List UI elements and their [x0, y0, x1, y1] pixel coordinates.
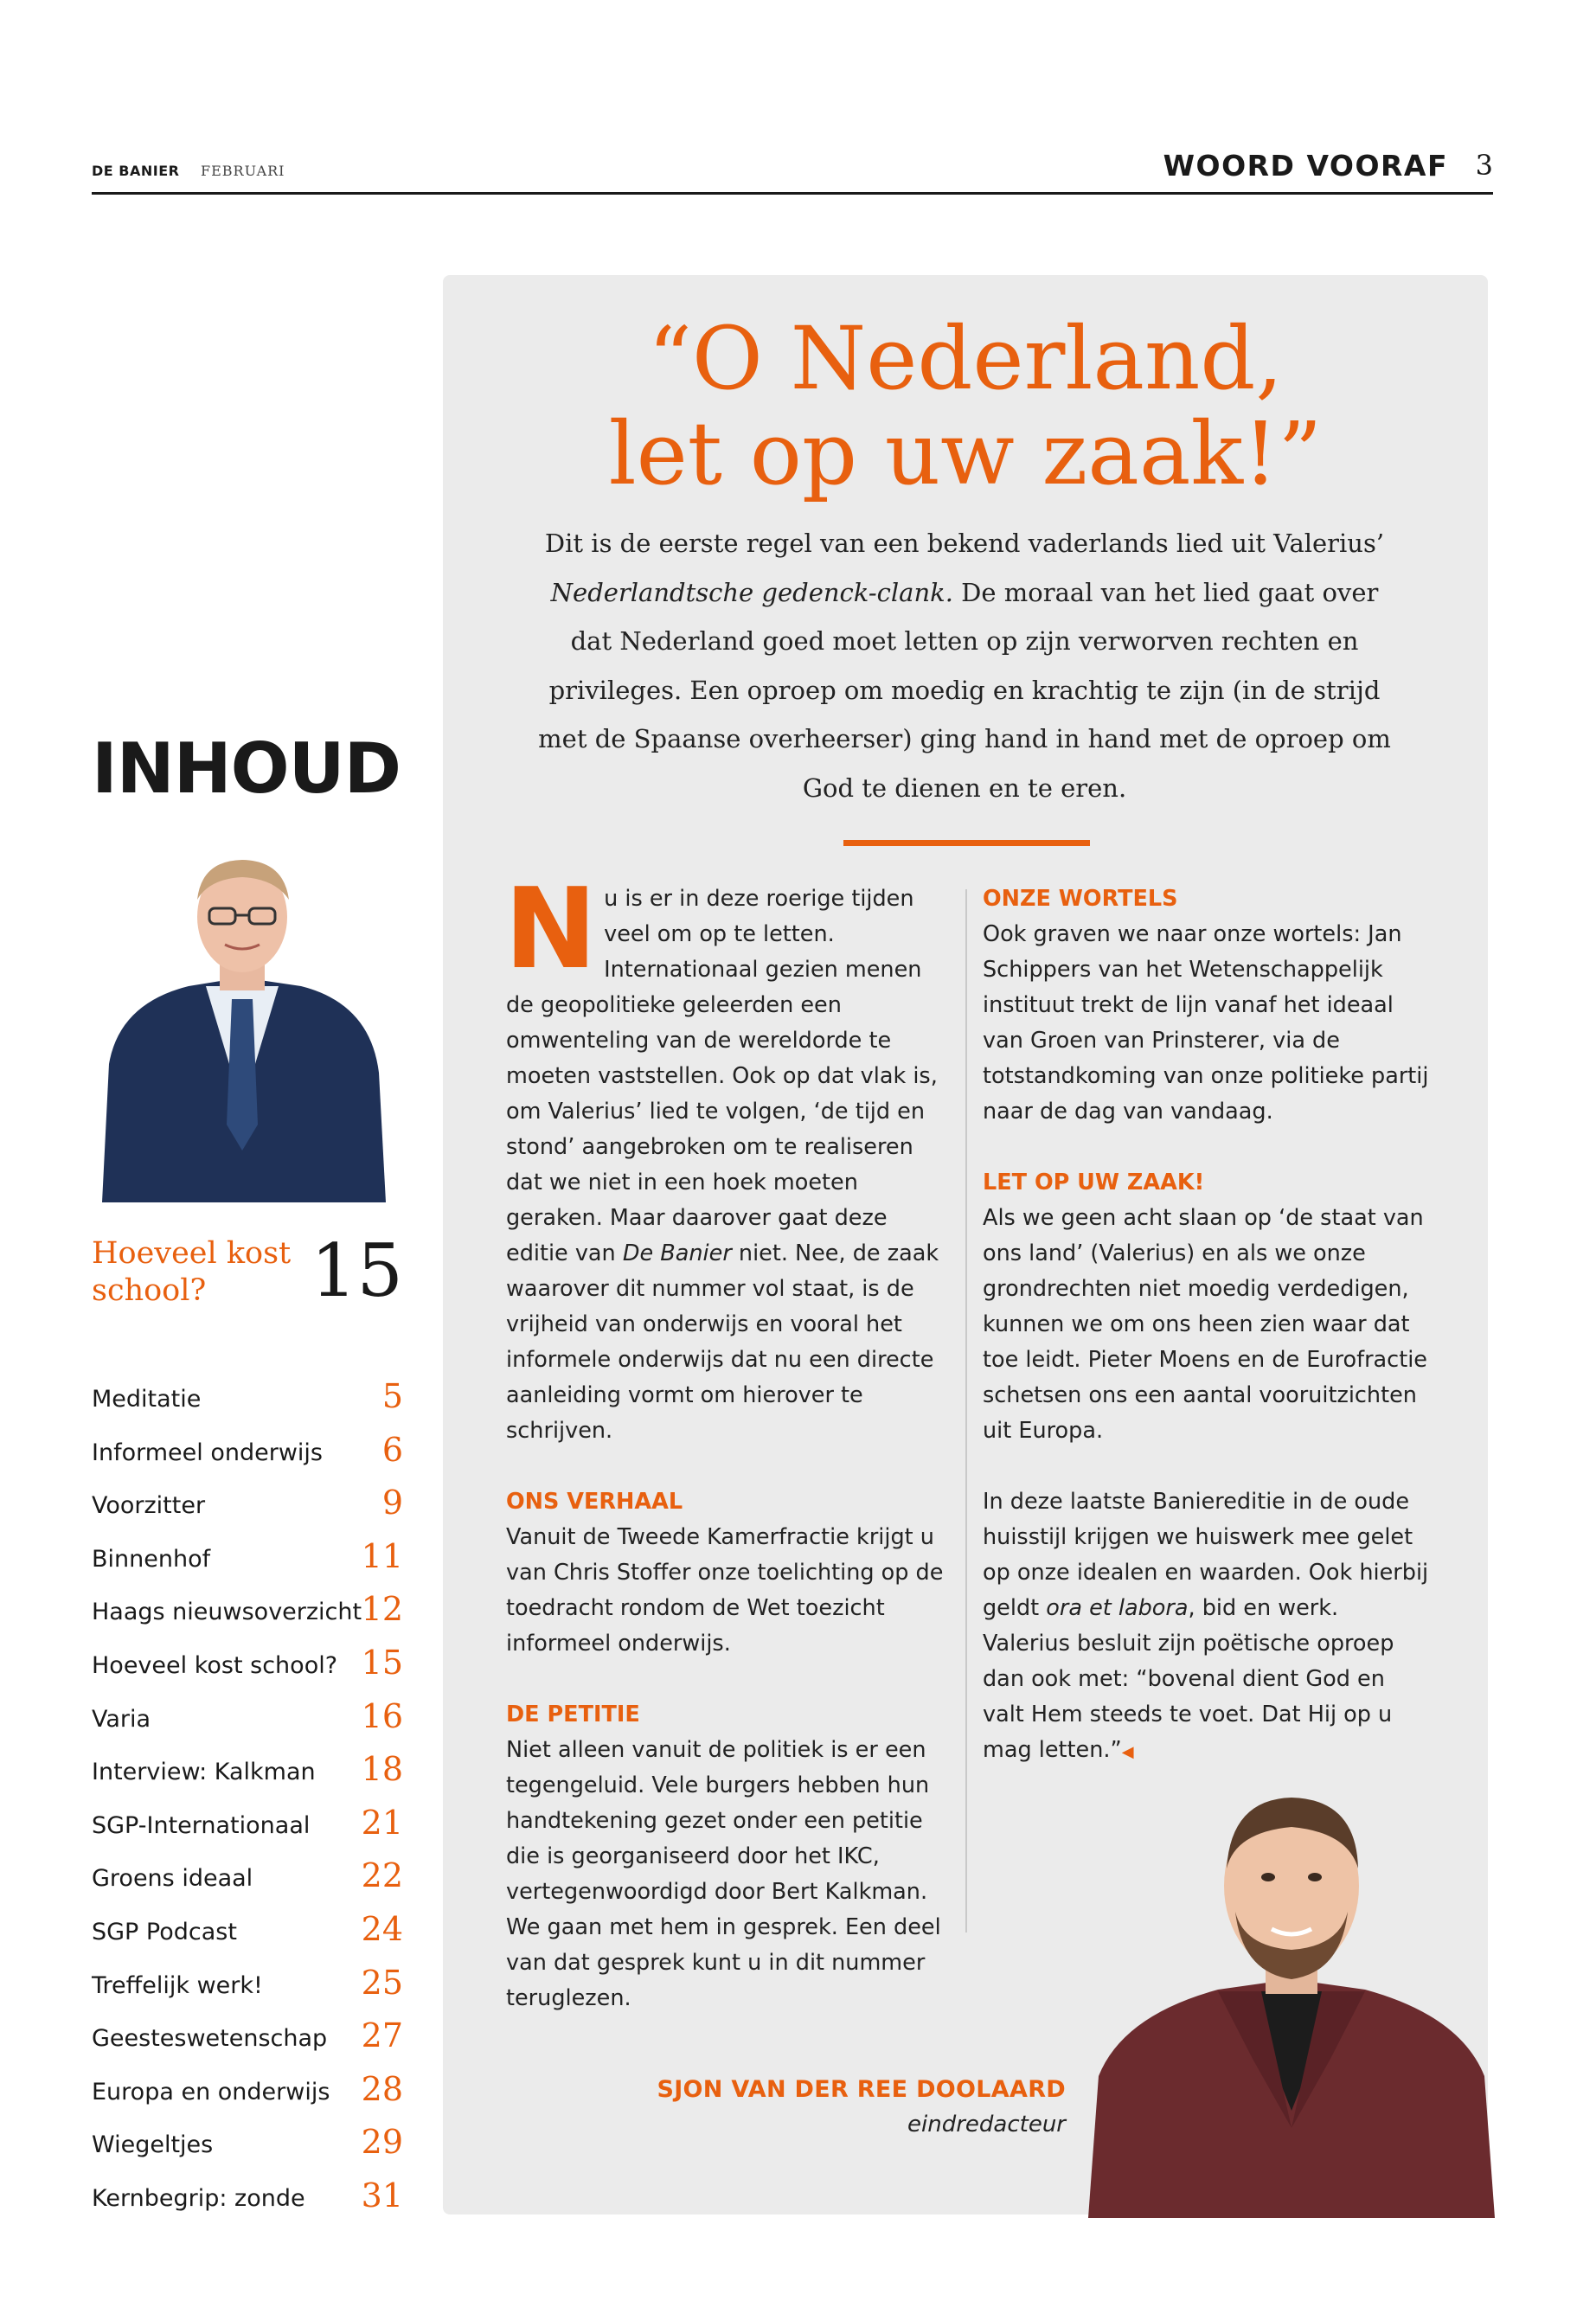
- subheading: DE PETITIE: [506, 1702, 640, 1727]
- toc-item-page: 15: [361, 1643, 403, 1682]
- toc-item-page: 16: [361, 1696, 403, 1735]
- intro-text: De moraal van het lied gaat over dat Nederland goed moet letten op zijn verworven rechten en privileges. Een oproep om moedig en krachtig te zijn (in de strijd met de Spaanse overheerser) ging hand in hand met de oproep om God te dienen en te eren.: [538, 577, 1391, 803]
- toc-item-page: 5: [381, 1377, 403, 1415]
- toc-item-page: 25: [361, 1963, 403, 2002]
- column-divider: [965, 889, 967, 1932]
- toc-item-page: 31: [361, 2176, 403, 2214]
- toc-item-label: Europa en onderwijs: [92, 2078, 330, 2106]
- toc-feature[interactable]: [92, 1228, 403, 1313]
- subheading: ONZE WORTELS: [983, 886, 1178, 912]
- section-title: WOORD VOORAF: [1163, 149, 1448, 183]
- toc-item-page: 28: [361, 2069, 403, 2108]
- toc-item-label: SGP Podcast: [92, 1918, 237, 1945]
- toc-item-page: 12: [361, 1590, 403, 1629]
- toc-item[interactable]: [92, 2070, 403, 2124]
- body-paragraph: Niet alleen vanuit de politiek is er een tegengeluid. Vele burgers hebben hun handtekening gezet onder een petitie die is georganiseerd door het IKC, vertegenwoordigd door Bert Kalkman. We gaan met hem in gesprek. Een deel van dat gesprek kunt u in dit nummer teruglezen.: [506, 1737, 941, 2011]
- body-paragraph: [983, 1484, 1433, 1770]
- author-name: SJON VAN DER REE DOOLAARD: [657, 2076, 1066, 2103]
- toc-item-label: Treffelijk werk!: [92, 1971, 263, 1999]
- article-intro: [528, 519, 1401, 812]
- divider: [843, 840, 1090, 846]
- toc-item-page: 22: [361, 1856, 403, 1895]
- portrait-photo-man-in-suit: [93, 848, 391, 1202]
- body-text: In deze laatste Baniereditie in de oude huisstijl krijgen we huiswerk mee gelet op onze idealen en waarden. Ook hierbij geldt: [983, 1489, 1429, 1621]
- end-mark-icon: ◀: [1121, 1743, 1134, 1761]
- page-header: [92, 147, 1493, 195]
- toc-item[interactable]: [92, 1590, 403, 1644]
- author-credit: [606, 2076, 1066, 2138]
- toc-item-label: Geesteswetenschap: [92, 2025, 328, 2053]
- body-text: niet. Nee, de zaak waarover dit nummer vol staat, is de vrijheid van onderwijs en vooral het informele onderwijs dat nu een directe aanleiding vormt om hierover te schrijven.: [506, 1240, 939, 1444]
- toc-list: [92, 1377, 403, 2230]
- toc-item[interactable]: [92, 1537, 403, 1591]
- toc-item[interactable]: [92, 2123, 403, 2176]
- toc-item-label: SGP-Internationaal: [92, 1811, 311, 1839]
- toc-title: INHOUD: [92, 728, 401, 809]
- body-text: u is er in deze roerige tijden veel om op te letten. Internationaal gezien menen de geopolitieke geleerden een omwenteling van de wereldorde te moeten vaststellen. Ook op dat vlak is, om Valerius’ lied te volgen, ‘de tijd en stond’ aangebroken om te realiseren dat we niet in een hoek moeten geraken. Maar daarover gaat deze editie van: [506, 886, 938, 1266]
- headline-line-1: “O Nederland,: [647, 308, 1284, 409]
- toc-item-label: Interview: Kalkman: [92, 1759, 316, 1786]
- toc-item[interactable]: [92, 1431, 403, 1484]
- latin-phrase-italic: ora et labora: [1046, 1595, 1189, 1621]
- intro-text: Dit is de eerste regel van een bekend vaderlands lied uit Valerius’: [544, 529, 1385, 558]
- portrait-photo-editor: [1088, 1765, 1495, 2218]
- article-column-1: [504, 865, 954, 2016]
- page-number: 3: [1475, 149, 1493, 182]
- toc-item-page: 24: [361, 1909, 403, 1948]
- toc-item-label: Meditatie: [92, 1386, 202, 1413]
- toc-item-label: Hoeveel kost school?: [92, 1651, 338, 1679]
- toc-item-label: Wiegeltjes: [92, 2131, 214, 2159]
- toc-item-label: Kernbegrip: zonde: [92, 2184, 305, 2212]
- toc-item-label: Varia: [92, 1705, 151, 1733]
- intro-italic-title: Nederlandtsche gedenck-clank.: [550, 577, 953, 607]
- body-paragraph: [504, 865, 954, 1449]
- magazine-name: DE BANIER: [92, 163, 180, 179]
- magazine-title-italic: De Banier: [622, 1240, 732, 1266]
- toc-item[interactable]: [92, 1644, 403, 1697]
- toc-feature-title: Hoeveel kost school?: [92, 1236, 292, 1308]
- toc-item[interactable]: [92, 1697, 403, 1751]
- toc-item[interactable]: [92, 2176, 403, 2230]
- author-role: eindredacteur: [907, 2112, 1066, 2138]
- toc-feature-page: 15: [311, 1228, 403, 1313]
- toc-item-page: 18: [361, 1750, 403, 1789]
- toc-item[interactable]: [92, 1750, 403, 1804]
- toc-item[interactable]: [92, 1804, 403, 1857]
- toc-item-page: 11: [361, 1536, 403, 1575]
- toc-item[interactable]: [92, 1377, 403, 1431]
- toc-item-page: 6: [381, 1430, 403, 1469]
- subheading: ONS VERHAAL: [506, 1489, 683, 1515]
- toc-item[interactable]: [92, 1910, 403, 1964]
- toc-item[interactable]: [92, 2016, 403, 2070]
- toc-item-label: Haags nieuwsoverzicht: [92, 1599, 362, 1626]
- body-paragraph: Als we geen acht slaan op ‘de staat van ons land’ (Valerius) en als we onze grondrechten niet moedig verdedigen, kunnen we om ons heen zien waar dat toe leidt. Pieter Moens en de Eurofractie schetsen ons een aantal vooruitzichten uit Europa.: [983, 1205, 1427, 1444]
- toc-item-label: Voorzitter: [92, 1492, 206, 1520]
- toc-item-label: Binnenhof: [92, 1545, 211, 1573]
- toc-item-page: 9: [381, 1484, 403, 1522]
- body-paragraph: Vanuit de Tweede Kamerfractie krijgt u van Chris Stoffer onze toelichting op de toedracht rondom de Wet toezicht informeel onderwijs.: [506, 1524, 944, 1657]
- toc-item-page: 27: [361, 2016, 403, 2055]
- issue-month: FEBRUARI: [201, 163, 285, 179]
- subheading: LET OP UW ZAAK!: [983, 1170, 1205, 1195]
- toc-item-page: 21: [361, 1803, 403, 1842]
- toc-item[interactable]: [92, 1964, 403, 2017]
- article-column-2: [983, 881, 1433, 1770]
- headline-line-2: let op uw zaak!”: [608, 403, 1323, 504]
- toc-item[interactable]: [92, 1484, 403, 1537]
- body-text: , bid en werk. Valerius besluit zijn poëtische oproep dan ook met: “bovenal dient God en valt Hem steeds te voet. Dat Hij op u mag letten.”: [983, 1595, 1394, 1763]
- drop-cap: N: [504, 865, 598, 994]
- toc-item-label: Informeel onderwijs: [92, 1439, 323, 1466]
- body-paragraph: Ook graven we naar onze wortels: Jan Schippers van het Wetenschappelijk instituut trekt de lijn vanaf het ideaal van Groen van Prinsterer, via de totstandkoming van onze politieke partij naar de dag van vandaag.: [983, 921, 1429, 1125]
- toc-item[interactable]: [92, 1856, 403, 1910]
- toc-item-label: Groens ideaal: [92, 1865, 253, 1893]
- toc-item-page: 29: [361, 2123, 403, 2162]
- article-headline: [443, 308, 1488, 504]
